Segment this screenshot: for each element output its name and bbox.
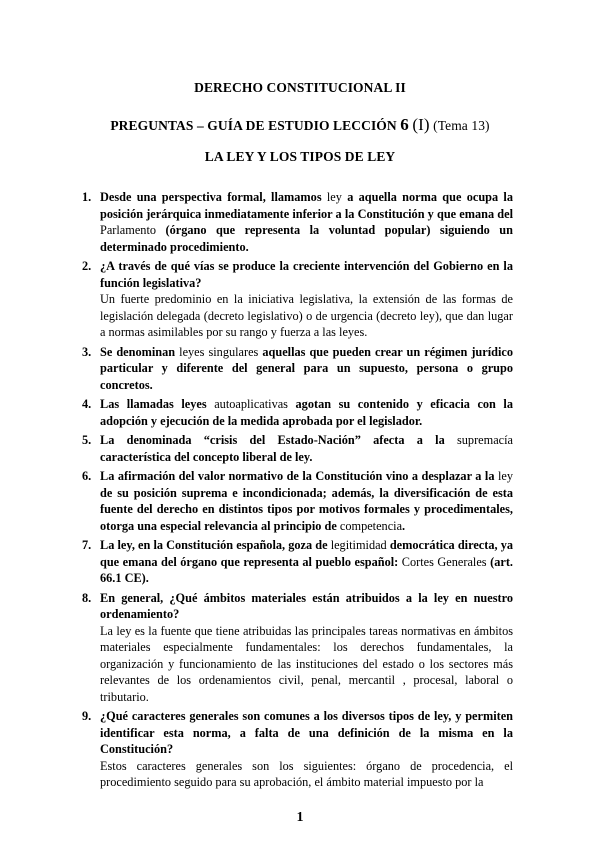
question-list [82,189,514,791]
question-item [82,537,513,587]
question-number: 5. [82,433,92,447]
question-text [100,590,513,623]
question-text-bold: Las llamadas leyes [100,397,215,411]
question-text-bold: agotan su contenido y eficacia con la adopción y ejecución de la medida aprobada por el legislador. [100,397,514,428]
question-text [100,708,513,758]
study-guide-title [0,115,600,135]
question-text-bold: ¿A través de qué vías se produce la creciente intervención del Gobierno en la función legislativa? [100,259,513,290]
question-item [82,189,513,255]
question-item [82,432,513,465]
answer-text: La ley es la fuente que tiene atribuidas las principales tareas normativas en ámbitos materiales especialmente fundamentales: los derechos fundamentales, la organización y funcionamiento de las instituciones del estado o los sectores más relevantes de los ordenamientos civil, penal, mercantil , procesal, laboral o tributario. [100,623,513,704]
question-item [82,590,513,706]
question-text [100,189,513,255]
question-text-regular: Parlamento [100,223,157,237]
question-text-bold: de su posición suprema e incondicionada; además, la diversificación de esta fuente del derecho en distintos tipos por motivos formales y procedimentales, otorga una especial relevancia al principio de [100,485,513,533]
question-item [82,396,514,429]
question-text-regular: Cortes Generales [401,554,487,569]
topic-title: LA LEY Y LOS TIPOS DE LEY [204,149,396,164]
question-number: 8. [82,590,92,605]
question-item [82,344,513,394]
question-text [100,537,513,587]
question-text-regular: supremacía [457,433,513,447]
question-text-bold: La afirmación del valor normativo de la Constitución vino a desplazar a la [100,469,498,483]
question-number: 7. [82,538,92,552]
lesson-number: 6 [400,115,409,134]
question-number: 1. [82,190,92,204]
guide-prefix: PREGUNTAS – GUÍA DE ESTUDIO LECCIÓN [110,118,401,133]
course-title: DERECHO CONSTITUCIONAL II [194,80,406,95]
question-text-regular: legitimidad [330,538,387,552]
question-text-bold: Se denominan [100,344,180,359]
question-text-regular: leyes singulares [179,344,259,359]
answer-text: Un fuerte predominio en la iniciativa legislativa, la extensión de las formas de legislación delegada (decreto legislativo) o de urgencia (decreto ley), que dan lugar a normas asimilables por su rango y fuerza a las leyes. [100,292,513,339]
question-text-bold: aquellas que pueden crear un régimen jurídico particular y diferente del general para un supuesto, persona o grupo concretos. [100,344,513,392]
question-text-bold: ¿Qué caracteres generales son comunes a los diversos tipos de ley, y permiten identificar esta norma, a falta de una definición de la misma en la Constitución? [100,709,513,756]
answer-text: Estos caracteres generales son los siguientes: órgano de procedencia, el procedimiento seguido para su aprobación, el ámbito material impuesto por la [100,758,513,789]
question-item [82,258,513,341]
question-number: 2. [82,259,92,273]
question-text [100,258,513,291]
question-text-regular: autoaplicativas [214,397,288,411]
question-text-regular: ley [497,469,513,483]
page-number: 1 [296,810,304,825]
question-number: 6. [82,469,92,483]
question-text [100,396,513,429]
question-text-bold: a aquella norma que ocupa la posición jerárquica inmediatamente inferior a la Constitución y que emana del [100,190,513,221]
question-text-bold: democrática directa, ya que emana del órgano que representa al pueblo español: [100,538,513,569]
question-number: 9. [82,709,92,723]
question-item [82,468,513,534]
question-text-bold: (art. 66.1 CE). [100,554,513,585]
tema-label: (Tema 13) [429,118,490,133]
question-text-bold: (órgano que representa la voluntad popular) siguiendo un determinado procedimiento. [100,223,513,254]
question-text-bold: En general, ¿Qué ámbitos materiales están atribuidos a la ley en nuestro ordenamiento? [100,590,513,621]
question-text [100,468,513,534]
question-text-regular: competencia [339,518,403,533]
question-text [100,432,513,465]
question-text-bold: . [402,518,406,533]
question-text-bold: característica del concepto liberal de ley. [100,449,313,464]
question-number: 3. [82,344,92,359]
question-item [82,708,513,791]
lesson-roman: (I) [412,115,430,134]
question-text-bold: La denominada “crisis del Estado-Nación” afecta a la [100,433,457,447]
question-text [100,344,513,394]
question-text-bold: Desde una perspectiva formal, llamamos [100,190,327,204]
question-number: 4. [82,397,92,411]
question-text-bold: La ley, en la Constitución española, goza de [100,538,331,552]
question-text-regular: ley [326,190,342,204]
